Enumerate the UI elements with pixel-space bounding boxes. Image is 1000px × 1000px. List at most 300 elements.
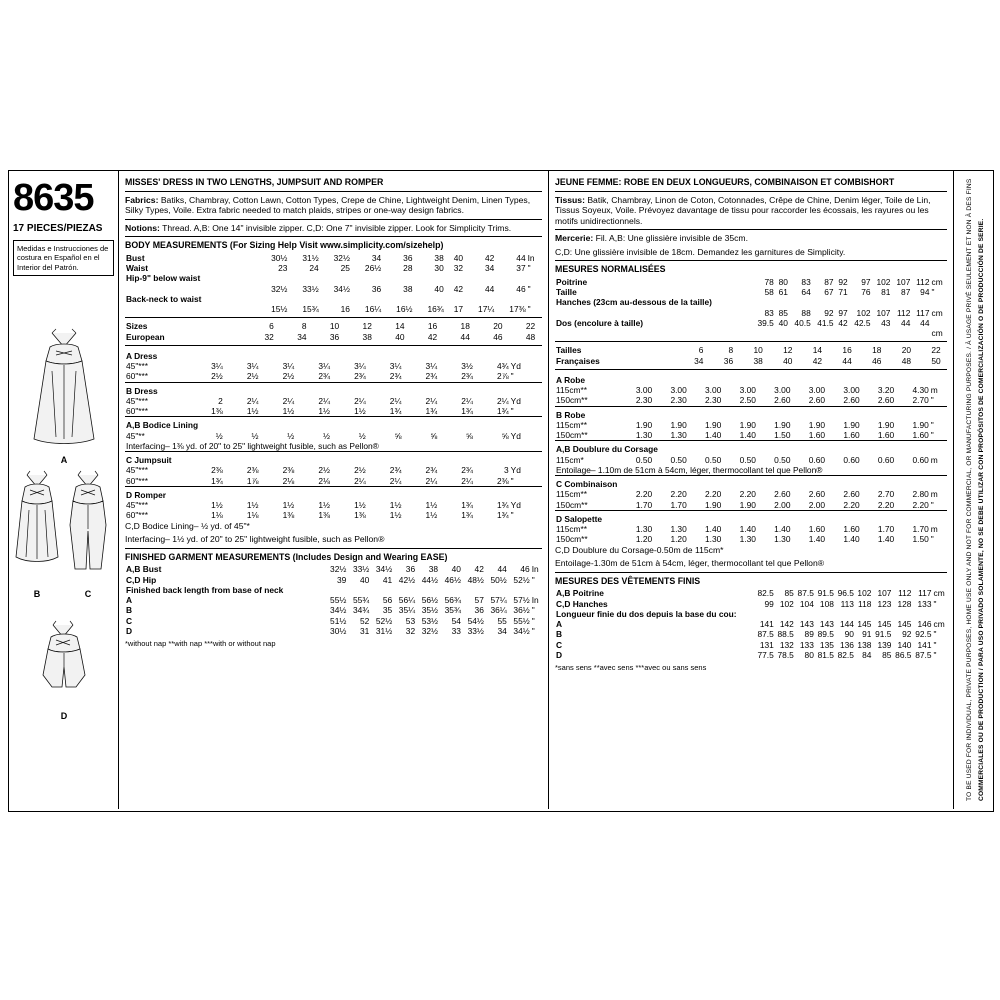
row-unit: m	[930, 385, 938, 396]
row-unit: "	[527, 263, 531, 274]
cell: 2.30	[705, 395, 722, 406]
cell: 0.50	[774, 454, 791, 465]
row-unit	[931, 318, 948, 328]
legal-strip	[955, 171, 992, 809]
cell: 102	[857, 588, 872, 599]
cell: 16	[842, 345, 852, 356]
cell: 82.5	[757, 588, 774, 599]
cell: 54½	[467, 615, 484, 626]
cell: 64	[801, 287, 811, 298]
table-row	[125, 321, 542, 331]
cell: 3¼	[211, 361, 223, 372]
cell: 128	[897, 598, 912, 609]
yardage-group-heading	[555, 442, 947, 454]
figure-a	[9, 321, 119, 465]
cell: 107	[876, 307, 891, 318]
row-unit: "	[510, 406, 514, 417]
table-row	[555, 629, 947, 639]
cell: 3.00	[670, 385, 687, 396]
cell: 2.60	[808, 489, 826, 500]
cell	[891, 328, 911, 338]
table-row	[555, 277, 947, 287]
cell: 146	[917, 619, 932, 630]
cell: 118	[858, 598, 872, 609]
row-label: 60"***	[126, 510, 149, 521]
divider	[555, 191, 947, 192]
table-row	[555, 609, 947, 619]
cell	[445, 294, 464, 304]
cell	[347, 585, 370, 595]
cell: 92	[838, 276, 848, 287]
cell: 102	[876, 276, 891, 287]
group-label: B Robe	[556, 409, 586, 420]
cell: 97	[838, 307, 848, 318]
cell: 22	[931, 345, 941, 356]
cell: 23	[278, 263, 288, 274]
cell	[755, 609, 775, 619]
fabrics-label-fr: Tissus:	[555, 194, 585, 205]
cell: 34½	[513, 625, 530, 636]
row-unit: "	[933, 629, 937, 640]
french-finished-heading: MESURES DES VÊTEMENTS FINIS	[555, 575, 701, 586]
english-sizes-table	[125, 321, 542, 342]
cell: 51½	[330, 615, 347, 626]
table-row	[125, 575, 542, 585]
cell: 1⅜	[354, 510, 366, 521]
cell: 1½	[425, 500, 438, 511]
table-row	[125, 332, 542, 342]
cell: 18	[872, 345, 882, 356]
table-row	[555, 395, 947, 406]
cell: 44	[460, 331, 470, 342]
table-row	[125, 253, 542, 263]
table-row	[555, 588, 947, 598]
cell: 31½	[302, 252, 319, 263]
cell: 57¼	[490, 595, 507, 606]
cell: 1.30	[635, 430, 653, 441]
cell: 1.40	[843, 534, 860, 545]
cell: 48	[525, 331, 536, 342]
cell	[911, 297, 930, 307]
row-label	[125, 304, 257, 314]
cell: 42	[453, 283, 464, 294]
row-unit: "	[531, 625, 535, 636]
cell: 32½	[330, 564, 347, 575]
cell: 0.60	[877, 454, 895, 465]
cell: 46½	[444, 574, 461, 585]
cell	[789, 328, 812, 338]
table-row	[555, 534, 947, 544]
cell: 46	[493, 331, 503, 342]
cell	[912, 609, 932, 619]
cell	[872, 609, 892, 619]
romper-d-illustration	[29, 617, 99, 705]
cell: 2⅜	[246, 465, 259, 476]
cell	[288, 273, 319, 283]
cell: 1.60	[912, 430, 929, 441]
cell: 143	[799, 619, 814, 630]
row-label: Bust	[126, 252, 145, 263]
cell: 2¼	[354, 475, 366, 486]
row-label: A	[126, 595, 133, 606]
cell	[911, 328, 930, 338]
row-label: Tailles	[556, 345, 582, 356]
cell: 16	[427, 321, 438, 332]
row-label: B	[126, 605, 133, 616]
french-notions-2: C,D: Une glissière invisible de 18cm. Demandez les garnitures de Simplicity.	[555, 246, 846, 257]
row-label: Waist	[126, 263, 149, 274]
cell: 34½	[333, 283, 350, 294]
cell: 77.5	[757, 649, 774, 660]
cell: 34	[485, 263, 495, 274]
row-label: A,B Poitrine	[556, 588, 604, 599]
cell: 22	[525, 321, 536, 332]
cell	[835, 328, 849, 338]
row-unit: m	[930, 454, 938, 465]
row-label	[125, 284, 257, 294]
cell: 3¼	[282, 361, 295, 372]
note-text: Entoilage– 1.10m de 51cm à 54cm, léger, thermocollant tel que Pellon®	[556, 464, 823, 475]
cell: 133	[799, 639, 814, 650]
cell: 35¼	[398, 605, 416, 616]
cell: 1½	[354, 406, 366, 417]
table-row	[125, 406, 542, 417]
row-label: 115cm**	[556, 385, 588, 396]
cell: 1.30	[635, 524, 653, 535]
cell: 1¾	[425, 406, 438, 417]
cell: 80	[778, 276, 788, 287]
cell: 2⅛	[282, 475, 295, 486]
cell	[439, 585, 462, 595]
cell: 138	[857, 639, 872, 650]
cell: 2.20	[670, 489, 687, 500]
dress-a-illustration	[12, 321, 116, 449]
yardage-group-note	[125, 441, 542, 452]
cell: 42	[485, 252, 495, 263]
cell: ½	[358, 430, 366, 441]
table-row	[555, 297, 947, 307]
cell: 1.90	[808, 419, 826, 430]
cell: 90	[844, 629, 854, 640]
cell: 2.60	[877, 395, 895, 406]
cell: 55	[497, 615, 507, 626]
table-row	[555, 356, 947, 366]
cell: 16	[340, 304, 350, 315]
cell: 112	[898, 588, 912, 599]
cell: 1.50	[912, 534, 929, 545]
cell: 20	[493, 321, 503, 332]
cell: 112	[916, 276, 930, 287]
cell: 87	[824, 276, 834, 287]
figure-b	[11, 465, 63, 599]
legal-line-1: TO BE USED FOR INDIVIDUAL, PRIVATE PURPOSES, HOME USE ONLY AND NOT FOR COMMERCIAL, OR MANUFACTURING PURPOSES. / À USAGE PRIVÉ SEULEMENT ET NON À DES FINS	[966, 178, 973, 801]
cell: 34	[497, 625, 507, 636]
cell: 87.5	[757, 629, 774, 640]
cell: 40.5	[794, 317, 811, 328]
cell: 2⅛	[318, 475, 330, 486]
cell: 2¼	[389, 475, 402, 486]
row-unit	[531, 585, 542, 595]
row-unit: "	[527, 283, 531, 294]
cell: 1.90	[705, 499, 722, 510]
cell: 40	[434, 283, 444, 294]
row-unit: In	[531, 564, 539, 575]
english-finished-table	[125, 564, 542, 636]
cell: 88.5	[777, 629, 794, 640]
cell	[508, 585, 531, 595]
table-row	[555, 385, 947, 395]
cell: 3¼	[389, 361, 402, 372]
cell: ½	[322, 430, 330, 441]
cell: 1.60	[808, 430, 826, 441]
cell: 34	[371, 252, 382, 263]
english-notions	[125, 223, 542, 233]
cell: 43	[881, 317, 891, 328]
cell: 2¾	[389, 465, 402, 476]
cell: 3¼	[318, 361, 330, 372]
row-label: 45"***	[126, 361, 149, 372]
cell: 123	[877, 598, 892, 609]
row-unit	[942, 356, 947, 366]
cell: 2.20	[843, 499, 860, 510]
cell: 30½	[271, 252, 288, 263]
cell: 57½	[513, 595, 530, 606]
row-unit: "	[527, 304, 531, 315]
cell	[462, 585, 485, 595]
figure-list	[9, 321, 119, 721]
row-label: 150cm**	[556, 534, 588, 545]
cell: 3.00	[635, 385, 653, 396]
cell: 57	[474, 595, 484, 606]
table-row	[555, 500, 947, 511]
cell	[324, 585, 347, 595]
cell: 6	[698, 345, 704, 356]
cell: 117	[918, 588, 932, 599]
table-row	[555, 524, 947, 534]
cell: 34½	[330, 605, 347, 616]
cell: 1½	[246, 406, 259, 417]
table-row	[555, 328, 947, 338]
row-unit	[933, 609, 948, 619]
cell: 2¼	[425, 395, 438, 406]
cell: 2.60	[808, 395, 826, 406]
row-label: 115cm**	[556, 419, 588, 430]
cell: 81	[881, 287, 891, 298]
table-row	[555, 420, 947, 430]
row-label: 150cm**	[556, 430, 588, 441]
cell: 25	[340, 263, 350, 274]
cell: 117	[916, 307, 930, 318]
table-row	[555, 318, 947, 328]
cell: 12	[362, 321, 372, 332]
table-row	[555, 640, 947, 650]
yardage-group-heading	[125, 453, 542, 465]
row-label: 45"***	[126, 395, 149, 406]
table-row	[125, 476, 542, 487]
cell: 42	[838, 317, 848, 328]
cell: 10	[329, 321, 340, 332]
cell: 0.60	[843, 454, 860, 465]
cell: 1⅞	[246, 475, 259, 486]
cell	[485, 585, 508, 595]
cell: 91.5	[817, 588, 834, 599]
cell	[795, 609, 815, 619]
row-unit: cm	[931, 276, 943, 287]
cell: 2¾	[461, 371, 473, 382]
cell: 2¼	[246, 395, 259, 406]
cell: 33½	[467, 625, 484, 636]
cell: 3.00	[705, 385, 722, 396]
divider	[125, 219, 542, 220]
cell: 2½	[211, 371, 223, 382]
cell: 34	[297, 331, 307, 342]
table-row	[555, 308, 947, 318]
cell: 17	[453, 304, 464, 315]
cell: 2¾	[425, 465, 438, 476]
row-unit: "	[930, 419, 934, 430]
row-label: D	[556, 649, 563, 660]
cell: 1.60	[808, 524, 826, 535]
cell: 83	[801, 276, 811, 287]
row-unit	[527, 294, 542, 304]
cell: 2.30	[635, 395, 653, 406]
cell: 32½	[333, 252, 350, 263]
notions-label-fr: Mercerie:	[555, 233, 594, 244]
row-label: Poitrine	[556, 276, 588, 287]
cell: 55½	[330, 595, 347, 606]
cell: 85	[784, 588, 794, 599]
cell: 16¾	[427, 304, 444, 315]
cell: 87.5	[915, 649, 932, 660]
cell	[413, 294, 444, 304]
cell: 0.50	[635, 454, 653, 465]
cell: 38	[434, 252, 444, 263]
cell	[849, 328, 872, 338]
cell: 30½	[330, 625, 347, 636]
cell: 46	[520, 564, 530, 575]
english-fabrics	[125, 195, 542, 216]
row-unit	[527, 273, 542, 283]
english-cd-lining: C,D Bodice Lining– ½ yd. of 45"*	[125, 520, 250, 531]
cell: 89	[804, 629, 814, 640]
cell: 28	[403, 263, 413, 274]
cell: 44	[920, 317, 930, 328]
cell: 92	[902, 629, 912, 640]
group-label: B Dress	[126, 385, 158, 396]
yardage-group-heading	[125, 488, 542, 500]
row-label	[555, 308, 752, 318]
divider	[125, 191, 542, 192]
cell: ⅝	[465, 430, 473, 441]
cell: 1.20	[670, 534, 687, 545]
cell: 1½	[354, 500, 366, 511]
cell: 1.90	[670, 419, 687, 430]
cell: 38	[403, 283, 413, 294]
divider	[125, 236, 542, 237]
cell: 2½	[282, 371, 295, 382]
cell: 2¾	[425, 371, 438, 382]
figure-d-label: D	[60, 711, 68, 721]
cell: 33½	[352, 564, 370, 575]
cell: 30	[434, 263, 444, 274]
cell: 2¾	[389, 371, 402, 382]
french-cd-interfacing: Entoilage-1.30m de 51cm à 54cm, léger, thermocollant tel que Pellon®	[555, 558, 825, 569]
cell: 80	[804, 649, 814, 660]
table-row	[555, 619, 947, 629]
cell	[351, 273, 382, 283]
cell: 2.00	[774, 499, 791, 510]
cell: 141	[917, 639, 932, 650]
cell: 31½	[375, 625, 393, 636]
cell: 1.90	[705, 419, 722, 430]
cell: 85	[778, 307, 788, 318]
cell: 1.90	[739, 419, 756, 430]
row-unit: m	[930, 489, 938, 500]
french-body-measurements-heading: MESURES NORMALISÉES	[555, 264, 666, 275]
cell: 1½	[282, 500, 295, 511]
cell: 48½	[467, 574, 484, 585]
row-label: 60"***	[126, 406, 149, 417]
french-panel	[549, 171, 954, 809]
row-unit: "	[510, 475, 514, 486]
cell: 42½	[398, 574, 416, 585]
pattern-number: 8635	[13, 177, 94, 219]
table-row	[555, 430, 947, 441]
cell	[393, 585, 416, 595]
cell: 89.5	[817, 629, 834, 640]
cell	[320, 273, 351, 283]
cell: 0.50	[705, 454, 722, 465]
cell: 56¼	[398, 595, 416, 606]
french-yardage-table	[555, 373, 947, 545]
table-row	[125, 371, 542, 382]
cell: 8	[728, 345, 734, 356]
cell: 54	[451, 615, 461, 626]
row-label: Françaises	[556, 355, 600, 366]
table-row	[125, 585, 542, 595]
cell: 2.20	[705, 489, 722, 500]
cell: 1.70	[877, 524, 895, 535]
cell: 32½	[271, 283, 288, 294]
cell	[413, 273, 444, 283]
piece-count: 17 PIECES/PIEZAS	[13, 223, 103, 234]
table-row	[125, 273, 542, 283]
row-label: 60"***	[126, 475, 149, 486]
table-row	[125, 564, 542, 574]
cell: 140	[897, 639, 912, 650]
cell: 44	[516, 252, 526, 263]
cell: 53	[405, 615, 416, 626]
cell: 26½	[364, 263, 382, 274]
cell: 1.60	[877, 430, 895, 441]
cell: 1.70	[635, 499, 653, 510]
row-label: Hip-9" below waist	[126, 273, 201, 284]
row-unit: In	[531, 595, 539, 606]
cell: 1¾	[497, 406, 509, 417]
divider	[125, 548, 542, 549]
cell: 20	[901, 345, 912, 356]
table-row	[125, 500, 542, 510]
cell: 39	[337, 574, 347, 585]
table-row	[555, 455, 947, 465]
cell: 31	[359, 625, 370, 636]
cell: 50½	[490, 574, 507, 585]
cell	[892, 609, 912, 619]
group-label: A Robe	[556, 374, 586, 385]
cell: 48	[901, 355, 912, 366]
row-unit: Yd	[510, 361, 521, 372]
cell: 42	[427, 331, 438, 342]
